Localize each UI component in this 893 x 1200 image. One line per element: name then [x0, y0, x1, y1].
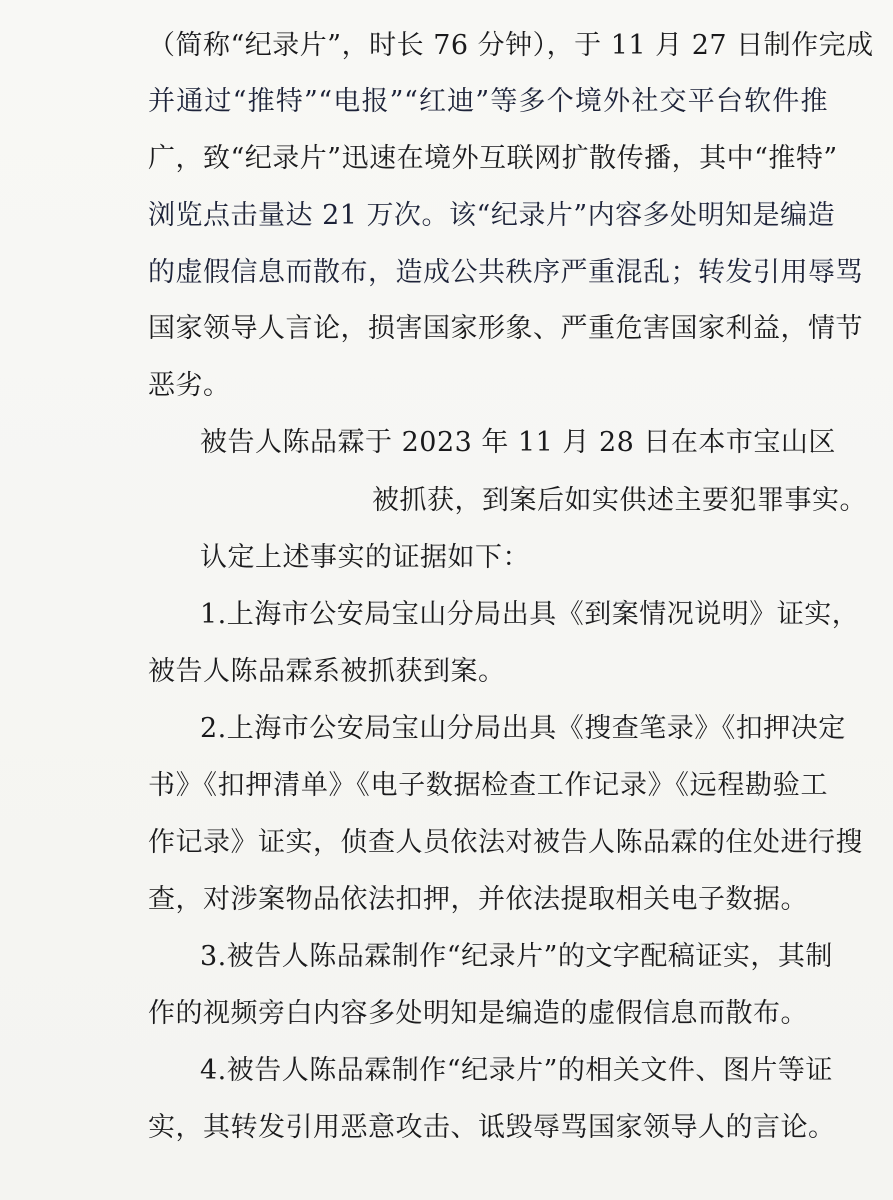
text-line: 被告人陈品霖于 2023 年 11 月 28 日在本市宝山区 [200, 427, 836, 458]
section-heading: 认定上述事实的证据如下： [200, 542, 530, 573]
text-line: 书》《扣押清单》《电子数据检查工作记录》《远程勘验工 [148, 770, 828, 801]
text-line: 2.上海市公安局宝山分局出具《搜查笔录》《扣押决定 [200, 713, 846, 744]
text-line: 浏览点击量达 21 万次。该“纪录片”内容多处明知是编造 [148, 200, 836, 231]
text-line: （简称“纪录片”，时长 76 分钟），于 11 月 27 日制作完成 [148, 30, 874, 61]
text-line: 实，其转发引用恶意攻击、诋毁辱骂国家领导人的言论。 [148, 1112, 836, 1143]
text-line: 国家领导人言论，损害国家形象、严重危害国家利益，情节 [148, 313, 863, 344]
text-line: 恶劣。 [148, 370, 231, 401]
text-line: 被抓获，到案后如实供述主要犯罪事实。 [372, 485, 867, 516]
text-line: 广，致“纪录片”迅速在境外互联网扩散传播，其中“推特” [148, 143, 838, 174]
text-line: 的虚假信息而散布，造成公共秩序严重混乱；转发引用辱骂 [148, 257, 863, 288]
text-line: 3.被告人陈品霖制作“纪录片”的文字配稿证实，其制 [200, 941, 833, 972]
text-line: 查，对涉案物品依法扣押，并依法提取相关电子数据。 [148, 884, 808, 915]
text-line: 作的视频旁白内容多处明知是编造的虚假信息而散布。 [148, 998, 808, 1029]
text-line: 被告人陈品霖系被抓获到案。 [148, 656, 506, 687]
text-line: 1.上海市公安局宝山分局出具《到案情况说明》证实， [200, 599, 860, 630]
text-line: 并通过“推特”“电报”“红迪”等多个境外社交平台软件推 [148, 86, 828, 117]
text-line: 作记录》证实，侦查人员依法对被告人陈品霖的住处进行搜 [148, 827, 863, 858]
text-line: 4.被告人陈品霖制作“纪录片”的相关文件、图片等证 [200, 1055, 833, 1086]
